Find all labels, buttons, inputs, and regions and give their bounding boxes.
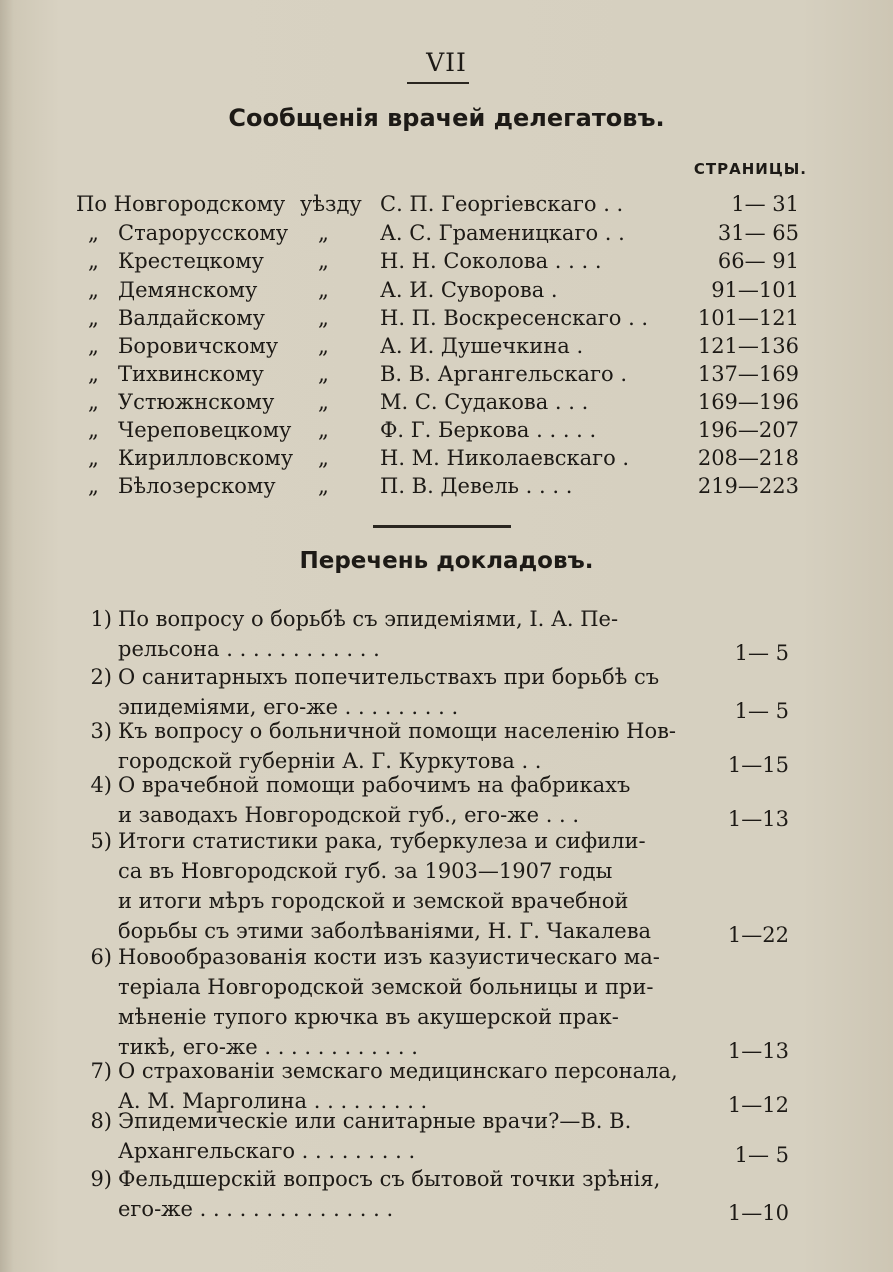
report-number: 2)	[90, 665, 112, 689]
report-title-line: А. М. Марголина . . . . . . . . .	[118, 1089, 428, 1113]
delegate-pages: 31— 65	[717, 221, 799, 245]
report-pages: 1—12	[727, 1093, 789, 1117]
report-item	[0, 604, 893, 664]
ditto-mark: „	[318, 249, 329, 273]
ditto-mark: „	[318, 221, 329, 245]
ditto-mark: „	[88, 306, 99, 330]
delegate-uezd-word: уѣзду	[300, 192, 362, 216]
report-title-line: борьбы съ этими заболѣваніями, Н. Г. Чакалева	[118, 919, 652, 943]
ditto-mark: „	[318, 334, 329, 358]
report-title	[118, 1164, 680, 1224]
delegate-doctor: М. С. Судакова . . .	[380, 390, 589, 414]
page-number-rule	[407, 82, 469, 84]
delegate-pages: 66— 91	[717, 249, 799, 273]
ditto-mark: „	[88, 474, 99, 498]
ditto-mark: „	[88, 278, 99, 302]
report-title	[118, 716, 680, 776]
report-title-line: рельсона . . . . . . . . . . . .	[118, 637, 380, 661]
report-pages: 1— 5	[734, 641, 789, 665]
ditto-mark: „	[88, 249, 99, 273]
page-number: VII	[426, 48, 467, 77]
delegate-row	[0, 474, 893, 502]
delegate-pages: 121—136	[697, 334, 799, 358]
delegate-doctor: А. И. Душечкина .	[380, 334, 584, 358]
report-title-line: По вопросу о борьбѣ съ эпидеміями, І. А. Пе-	[118, 607, 619, 631]
delegate-doctor: Ф. Г. Беркова . . . . .	[380, 418, 597, 442]
report-title-line: его-же . . . . . . . . . . . . . . .	[118, 1197, 394, 1221]
ditto-mark: „	[318, 278, 329, 302]
report-pages: 1—15	[727, 753, 789, 777]
delegate-district: Демянскому	[118, 278, 258, 302]
ditto-mark: „	[318, 390, 329, 414]
delegate-doctor: А. С. Граменицкаго . .	[380, 221, 625, 245]
ditto-mark: „	[318, 362, 329, 386]
reports-section-title: Перечень докладовъ.	[299, 548, 594, 574]
report-item	[0, 1164, 893, 1224]
report-number: 8)	[90, 1109, 112, 1133]
report-number: 9)	[90, 1167, 112, 1191]
report-title-line: мѣненіе тупого крючка въ акушерской прак-	[118, 1005, 619, 1029]
report-title	[118, 770, 680, 830]
delegate-doctor: Н. Н. Соколова . . . .	[380, 249, 602, 273]
report-title	[118, 826, 680, 946]
report-title-line: Новообразованія кости изъ казуистическаго ма-	[118, 945, 660, 969]
ditto-mark: „	[318, 306, 329, 330]
delegate-row	[0, 249, 893, 277]
report-number: 7)	[90, 1059, 112, 1083]
delegate-doctor: С. П. Георгіевскаго . .	[380, 192, 624, 216]
report-pages: 1—13	[727, 807, 789, 831]
report-title-line: городской губерніи А. Г. Куркутова . .	[118, 749, 542, 773]
report-pages: 1—22	[727, 923, 789, 947]
ditto-mark: „	[318, 474, 329, 498]
delegate-district: Устюжнскому	[118, 390, 275, 414]
report-title	[118, 942, 680, 1062]
delegate-district: По Новгородскому	[76, 192, 286, 216]
ditto-mark: „	[88, 221, 99, 245]
delegate-row	[0, 192, 893, 220]
report-number: 1)	[90, 607, 112, 631]
report-title-line: Архангельскаго . . . . . . . . .	[118, 1139, 416, 1163]
report-title-line: О санитарныхъ попечительствахъ при борьбѣ съ	[118, 665, 660, 689]
report-title-line: Фельдшерскій вопросъ съ бытовой точки зрѣнія,	[118, 1167, 661, 1191]
report-item	[0, 716, 893, 776]
delegate-doctor: Н. П. Воскресенскаго . .	[380, 306, 649, 330]
delegate-pages: 208—218	[697, 446, 799, 470]
report-item	[0, 662, 893, 722]
delegate-pages: 137—169	[697, 362, 799, 386]
delegate-pages: 219—223	[697, 474, 799, 498]
delegate-pages: 101—121	[697, 306, 799, 330]
delegate-doctor: Н. М. Николаевскаго .	[380, 446, 630, 470]
report-number: 4)	[90, 773, 112, 797]
ditto-mark: „	[88, 446, 99, 470]
report-title-line: О страхованіи земскаго медицинскаго персонала,	[118, 1059, 678, 1083]
report-item	[0, 826, 893, 946]
report-title-line: и заводахъ Новгородской губ., его-же . . .	[118, 803, 580, 827]
delegate-row	[0, 418, 893, 446]
delegate-district: Старорусскому	[118, 221, 289, 245]
ditto-mark: „	[88, 390, 99, 414]
ditto-mark: „	[88, 362, 99, 386]
report-title-line: и итоги мѣръ городской и земской врачебной	[118, 889, 629, 913]
delegate-pages: 169—196	[697, 390, 799, 414]
delegate-doctor: В. В. Аргангельскаго .	[380, 362, 628, 386]
report-title-line: Итоги статистики рака, туберкулеза и сифили-	[118, 829, 646, 853]
delegate-doctor: А. И. Суворова .	[380, 278, 558, 302]
ditto-mark: „	[88, 418, 99, 442]
report-pages: 1— 5	[734, 699, 789, 723]
report-number: 5)	[90, 829, 112, 853]
delegate-district: Череповецкому	[118, 418, 292, 442]
report-title-line: са въ Новгородской губ. за 1903—1907 годы	[118, 859, 613, 883]
delegate-row	[0, 446, 893, 474]
delegate-pages: 91—101	[711, 278, 799, 302]
delegate-pages: 1— 31	[731, 192, 799, 216]
report-number: 6)	[90, 945, 112, 969]
ditto-mark: „	[318, 446, 329, 470]
delegate-district: Кирилловскому	[118, 446, 294, 470]
report-title	[118, 662, 680, 722]
report-item	[0, 942, 893, 1062]
report-pages: 1— 5	[734, 1143, 789, 1167]
delegate-row	[0, 334, 893, 362]
delegates-section-title: Сообщенія врачей делегатовъ.	[228, 104, 665, 132]
report-title-line: тикѣ, его-же . . . . . . . . . . . .	[118, 1035, 418, 1059]
report-item	[0, 770, 893, 830]
section-divider	[373, 525, 511, 528]
delegate-row	[0, 306, 893, 334]
delegate-district: Крестецкому	[118, 249, 264, 273]
delegate-doctor: П. В. Девель . . . .	[380, 474, 573, 498]
report-pages: 1—10	[727, 1201, 789, 1225]
ditto-mark: „	[318, 418, 329, 442]
delegate-row	[0, 362, 893, 390]
delegate-district: Валдайскому	[118, 306, 265, 330]
report-title-line: Къ вопросу о больничной помощи населенію Нов-	[118, 719, 677, 743]
delegate-district: Тихвинскому	[118, 362, 264, 386]
report-title-line: эпидеміями, его-же . . . . . . . . .	[118, 695, 459, 719]
report-title	[118, 1106, 680, 1166]
ditto-mark: „	[88, 334, 99, 358]
report-title-line: Эпидемическіе или санитарные врачи?—В. В.	[118, 1109, 632, 1133]
pages-column-header: СТРАНИЦЫ.	[693, 160, 807, 178]
report-title-line: О врачебной помощи рабочимъ на фабрикахъ	[118, 773, 631, 797]
report-title-line: теріала Новгородской земской больницы и при-	[118, 975, 654, 999]
delegate-row	[0, 221, 893, 249]
report-item	[0, 1106, 893, 1166]
report-number: 3)	[90, 719, 112, 743]
delegate-pages: 196—207	[697, 418, 799, 442]
delegate-district: Боровичскому	[118, 334, 279, 358]
delegate-row	[0, 278, 893, 306]
report-pages: 1—13	[727, 1039, 789, 1063]
delegate-row	[0, 390, 893, 418]
report-title	[118, 604, 680, 664]
delegate-district: Бѣлозерскому	[118, 474, 276, 498]
